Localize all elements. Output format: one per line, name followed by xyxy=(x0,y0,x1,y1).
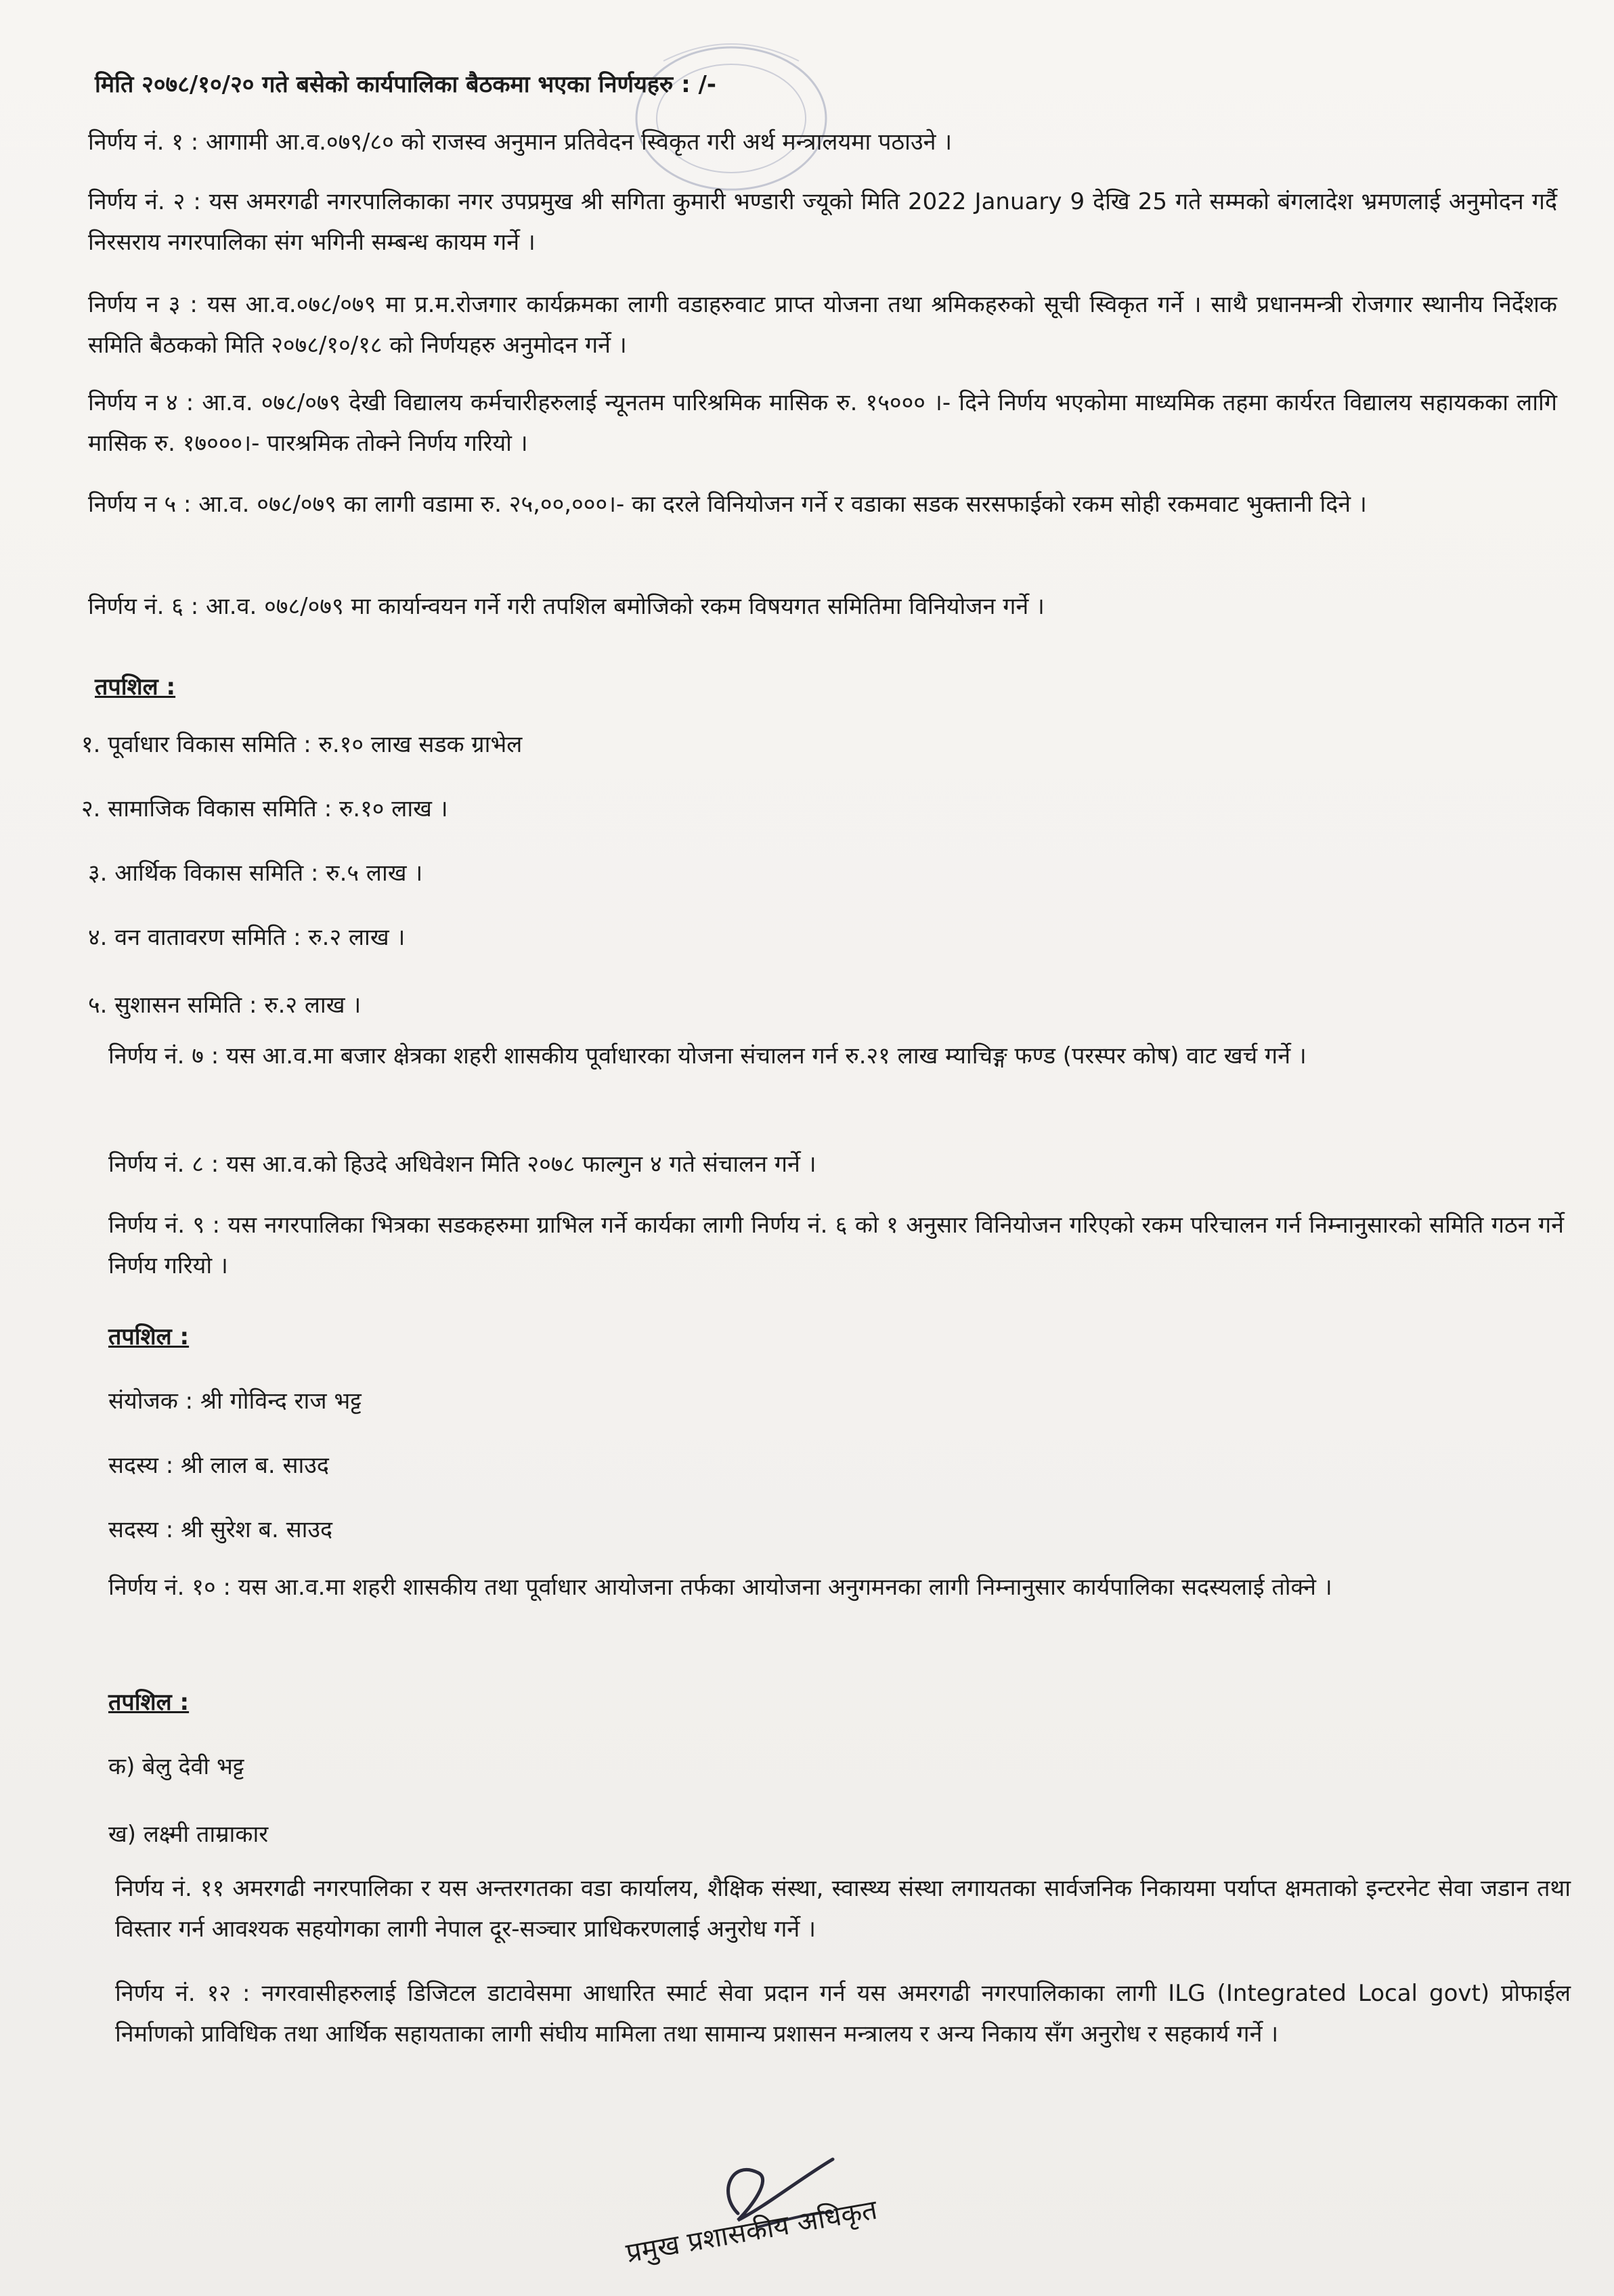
decision-6: निर्णय नं. ६ : आ.व. ०७८/०७९ मा कार्यान्वयन गर्ने गरी तपशिल बमोजिको रकम विषयगत समितिमा विनियोजन गर्ने । xyxy=(88,593,1045,620)
page-heading: मिति २०७८/१०/२० गते बसेको कार्यपालिका बैठकमा भएका निर्णयहरु : /- xyxy=(95,71,717,98)
office-stamp xyxy=(623,34,839,203)
decision-10: निर्णय नं. १० : यस आ.व.मा शहरी शासकीय तथा पूर्वाधार आयोजना तर्फका आयोजना अनुगमनका लागी निम्नानुसार कार्यपालिका सदस्यलाई तोक्ने । xyxy=(108,1574,1332,1601)
decision-11: निर्णय नं. ११ अमरगढी नगरपालिका र यस अन्तरगतका वडा कार्यालय, शैक्षिक संस्था, स्वास्थ्य संस्था लगायतका सार्वजनिक निकायमा पर्याप्त क्षमताको इन्टरनेट सेवा जडान तथा विस्तार गर्न आवश्यक सहयोगका लागी नेपाल दूर-सञ्चार प्राधिकरणलाई अनुरोध गर्ने । xyxy=(115,1875,1571,1943)
assignee-item: ख) लक्ष्मी ताम्राकार xyxy=(108,1821,269,1848)
committee-item: १. पूर्वाधार विकास समिति : रु.१० लाख सडक ग्राभेल xyxy=(81,731,523,758)
decision-1: निर्णय नं. १ : आगामी आ.व.०७९/८० को राजस्व अनुमान प्रतिवेदन स्विकृत गरी अर्थ मन्त्रालयमा पठाउने । xyxy=(88,129,953,156)
assignee-item: क) बेलु देवी भट्ट xyxy=(108,1753,244,1780)
committee-item: ४. वन वातावरण समिति : रु.२ लाख । xyxy=(88,924,406,951)
decision-9: निर्णय नं. ९ : यस नगरपालिका भित्रका सडकहरुमा ग्राभिल गर्ने कार्यका लागी निर्णय नं. ६ को १ अनुसार विनियोजन गरिएको रकम परिचालन गर्न निम्नानुसारको समिति गठन गर्ने निर्णय गरियो । xyxy=(108,1212,1564,1279)
decision-3: निर्णय न ३ : यस आ.व.०७८/०७९ मा प्र.म.रोजगार कार्यक्रमका लागी वडाहरुवाट प्राप्त योजना तथा श्रमिकहरुको सूची स्विकृत गर्ने । साथै प्रधानमन्त्री रोजगार स्थानीय निर्देशक समिति बैठकको मिति २०७८/१०/१८ को निर्णयहरु अनुमोदन गर्ने । xyxy=(88,291,1557,359)
decision-8: निर्णय नं. ८ : यस आ.व.को हिउदे अधिवेशन मिति २०७८ फाल्गुन ४ गते संचालन गर्ने । xyxy=(108,1151,816,1178)
decision-5: निर्णय न ५ : आ.व. ०७८/०७९ का लागी वडामा रु. २५,००,०००।- का दरले विनियोजन गर्ने र वडाका सडक सरसफाईको रकम सोही रकमवाट भुक्तानी दिने । xyxy=(88,491,1367,518)
committee-item: २. सामाजिक विकास समिति : रु.१० लाख । xyxy=(81,795,448,822)
signature-title: प्रमुख प्रशासकीय अधिकृत xyxy=(624,2194,880,2270)
tapashil-heading-2: तपशिल : xyxy=(108,1323,190,1350)
decision-12: निर्णय नं. १२ : नगरवासीहरुलाई डिजिटल डाटावेसमा आधारित स्मार्ट सेवा प्रदान गर्न यस अमरगढी नगरपालिकाका लागी ILG (Integrated Local govt) प्रोफाईल निर्माणको प्राविधिक तथा आर्थिक सहायताका लागी संघीय मामिला तथा सामान्य प्रशासन मन्त्रालय र अन्य निकाय सँग अनुरोध र सहकार्य गर्ने । xyxy=(115,1980,1571,2048)
decision-4: निर्णय न ४ : आ.व. ०७८/०७९ देखी विद्यालय कर्मचारीहरुलाई न्यूनतम पारिश्रमिक मासिक रु. १५००० ।- दिने निर्णय भएकोमा माध्यमिक तहमा कार्यरत विद्यालय सहायकका लागि मासिक रु. १७०००।- पारश्रमिक तोक्ने निर्णय गरियो । xyxy=(88,389,1557,457)
decision-7: निर्णय नं. ७ : यस आ.व.मा बजार क्षेत्रका शहरी शासकीय पूर्वाधारका योजना संचालन गर्न रु.२१ लाख म्याचिङ्ग फण्ड (परस्पर कोष) वाट खर्च गर्ने । xyxy=(108,1042,1307,1069)
committee-item: ५. सुशासन समिति : रु.२ लाख । xyxy=(88,992,362,1019)
member-item: सदस्य : श्री सुरेश ब. साउद xyxy=(108,1516,333,1543)
decision-2: निर्णय नं. २ : यस अमरगढी नगरपालिकाका नगर उपप्रमुख श्री सगिता कुमारी भण्डारी ज्यूको मिति 2022 January 9 देखि 25 गते सम्मको बंगलादेश भ्रमणलाई अनुमोदन गर्दै निरसराय नगरपालिका संग भगिनी सम्बन्ध कायम गर्ने । xyxy=(88,188,1557,256)
tapashil-heading-3: तपशिल : xyxy=(108,1689,190,1716)
tapashil-heading-1: तपशिल : xyxy=(95,674,176,701)
member-item: संयोजक : श्री गोविन्द राज भट्ट xyxy=(108,1388,362,1415)
committee-item: ३. आर्थिक विकास समिति : रु.५ लाख । xyxy=(88,860,423,887)
member-item: सदस्य : श्री लाल ब. साउद xyxy=(108,1452,329,1479)
